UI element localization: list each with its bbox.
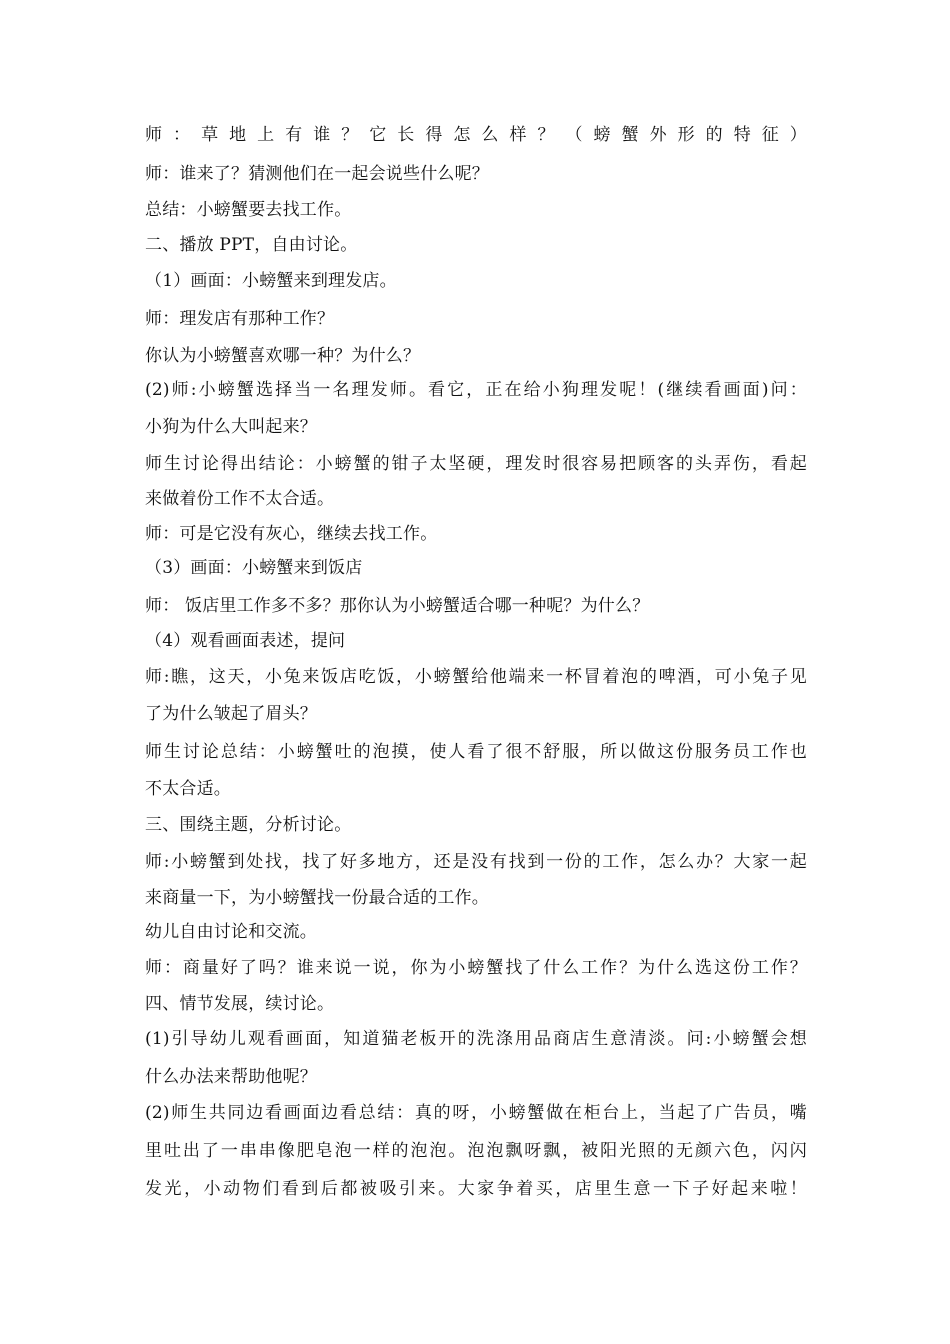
text-line: 师:瞧，这天，小兔来饭店吃饭，小螃蟹给他端来一杯冒着泡的啤酒，可小兔子见 bbox=[145, 667, 807, 687]
text-line: 师：商量好了吗？谁来说一说，你为小螃蟹找了什么工作？为什么选这份工作？ bbox=[145, 958, 807, 978]
text-line: 发光，小动物们看到后都被吸引来。大家争着买，店里生意一下子好起来啦！ bbox=[145, 1179, 807, 1199]
text-line: 师：谁来了？猜测他们在一起会说些什么呢？ bbox=[145, 164, 489, 184]
text-line: 师生讨论得出结论：小螃蟹的钳子太坚硬，理发时很容易把顾客的头弄伤，看起 bbox=[145, 454, 807, 474]
text-line: 师：草地上有谁？它长得怎么样？（螃蟹外形的特征） bbox=[145, 125, 807, 145]
text-line: 师： 饭店里工作多不多？那你认为小螃蟹适合哪一种呢？为什么？ bbox=[145, 596, 650, 616]
text-line: 里吐出了一串串像肥皂泡一样的泡泡。泡泡飘呀飘，被阳光照的无颜六色，闪闪 bbox=[145, 1141, 807, 1161]
text-line: 了为什么皱起了眉头？ bbox=[145, 704, 317, 724]
text-line: 总结：小螃蟹要去找工作。 bbox=[145, 200, 352, 220]
text-line: （3）画面：小螃蟹来到饭店 bbox=[145, 558, 363, 578]
text-line: 师生讨论总结：小螃蟹吐的泡摸，使人看了很不舒服，所以做这份服务员工作也 bbox=[145, 742, 807, 762]
text-line: 你认为小螃蟹喜欢哪一种？为什么？ bbox=[145, 346, 421, 366]
text-line: 什么办法来帮助他呢？ bbox=[145, 1067, 317, 1087]
text-line: 来做着份工作不太合适。 bbox=[145, 489, 335, 509]
text-line: （4）观看画面表述，提问 bbox=[145, 631, 346, 651]
section-heading: 二、播放 PPT，自由讨论。 bbox=[145, 235, 358, 255]
text-line: (2)师生共同边看画面边看总结：真的呀，小螃蟹做在柜台上，当起了广告员，嘴 bbox=[145, 1103, 807, 1123]
text-line: (1)引导幼儿观看画面，知道猫老板开的洗涤用品商店生意清淡。问:小螃蟹会想 bbox=[145, 1029, 807, 1049]
text-line: 来商量一下，为小螃蟹找一份最合适的工作。 bbox=[145, 888, 489, 908]
text-line: 师：可是它没有灰心，继续去找工作。 bbox=[145, 524, 438, 544]
section-heading: 四、情节发展，续讨论。 bbox=[145, 994, 335, 1014]
section-heading: 三、围绕主题，分析讨论。 bbox=[145, 815, 352, 835]
text-line: （1）画面：小螃蟹来到理发店。 bbox=[145, 271, 397, 291]
text-line: 小狗为什么大叫起来？ bbox=[145, 417, 317, 437]
text-line: (2)师:小螃蟹选择当一名理发师。看它，正在给小狗理发呢！(继续看画面)问： bbox=[145, 380, 807, 400]
text-line: 师:小螃蟹到处找，找了好多地方，还是没有找到一份的工作，怎么办？大家一起 bbox=[145, 852, 807, 872]
text-line: 不太合适。 bbox=[145, 779, 231, 799]
text-line: 幼儿自由讨论和交流。 bbox=[145, 922, 317, 942]
text-line: 师：理发店有那种工作？ bbox=[145, 309, 335, 329]
